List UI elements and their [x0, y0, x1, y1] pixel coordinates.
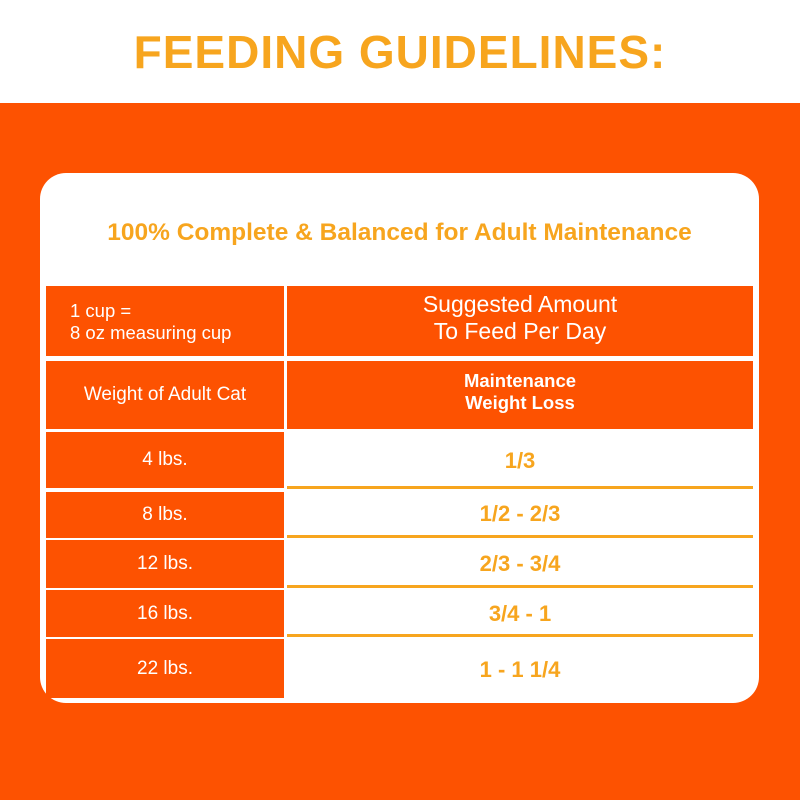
weight-cell: 22 lbs.	[46, 639, 284, 698]
suggested-heading-line-1: Suggested Amount	[422, 291, 618, 317]
row-divider	[287, 486, 753, 489]
table-subtitle: 100% Complete & Balanced for Adult Maintenance	[107, 219, 692, 246]
weight-cell: 4 lbs.	[46, 432, 284, 488]
weight-cell: 8 lbs.	[46, 492, 284, 538]
row-divider	[287, 634, 753, 637]
amount-heading-line-2: Weight Loss	[465, 392, 575, 413]
feeding-table-card	[40, 173, 759, 703]
amount-column-header	[287, 361, 753, 429]
cup-measure-note	[46, 286, 284, 356]
amount-cell: 3/4 - 1	[488, 601, 552, 626]
suggested-amount-heading	[287, 286, 753, 356]
cup-note-line-1: 1 cup =	[70, 300, 132, 321]
weight-column-header: Weight of Adult Cat	[46, 361, 284, 429]
amount-heading-line-1: Maintenance	[463, 370, 577, 391]
amount-cell: 1/3	[504, 448, 536, 473]
weight-cell: 16 lbs.	[46, 590, 284, 637]
amount-cell: 1 - 1 1/4	[479, 657, 561, 682]
weight-cell: 12 lbs.	[46, 540, 284, 588]
row-divider	[287, 535, 753, 538]
row-divider	[287, 585, 753, 588]
amount-cell: 1/2 - 2/3	[479, 501, 561, 526]
suggested-heading-line-2: To Feed Per Day	[433, 318, 607, 344]
page-title: FEEDING GUIDELINES:	[133, 25, 667, 78]
cup-note-line-2: 8 oz measuring cup	[70, 322, 232, 343]
amount-cell: 2/3 - 3/4	[479, 551, 561, 576]
